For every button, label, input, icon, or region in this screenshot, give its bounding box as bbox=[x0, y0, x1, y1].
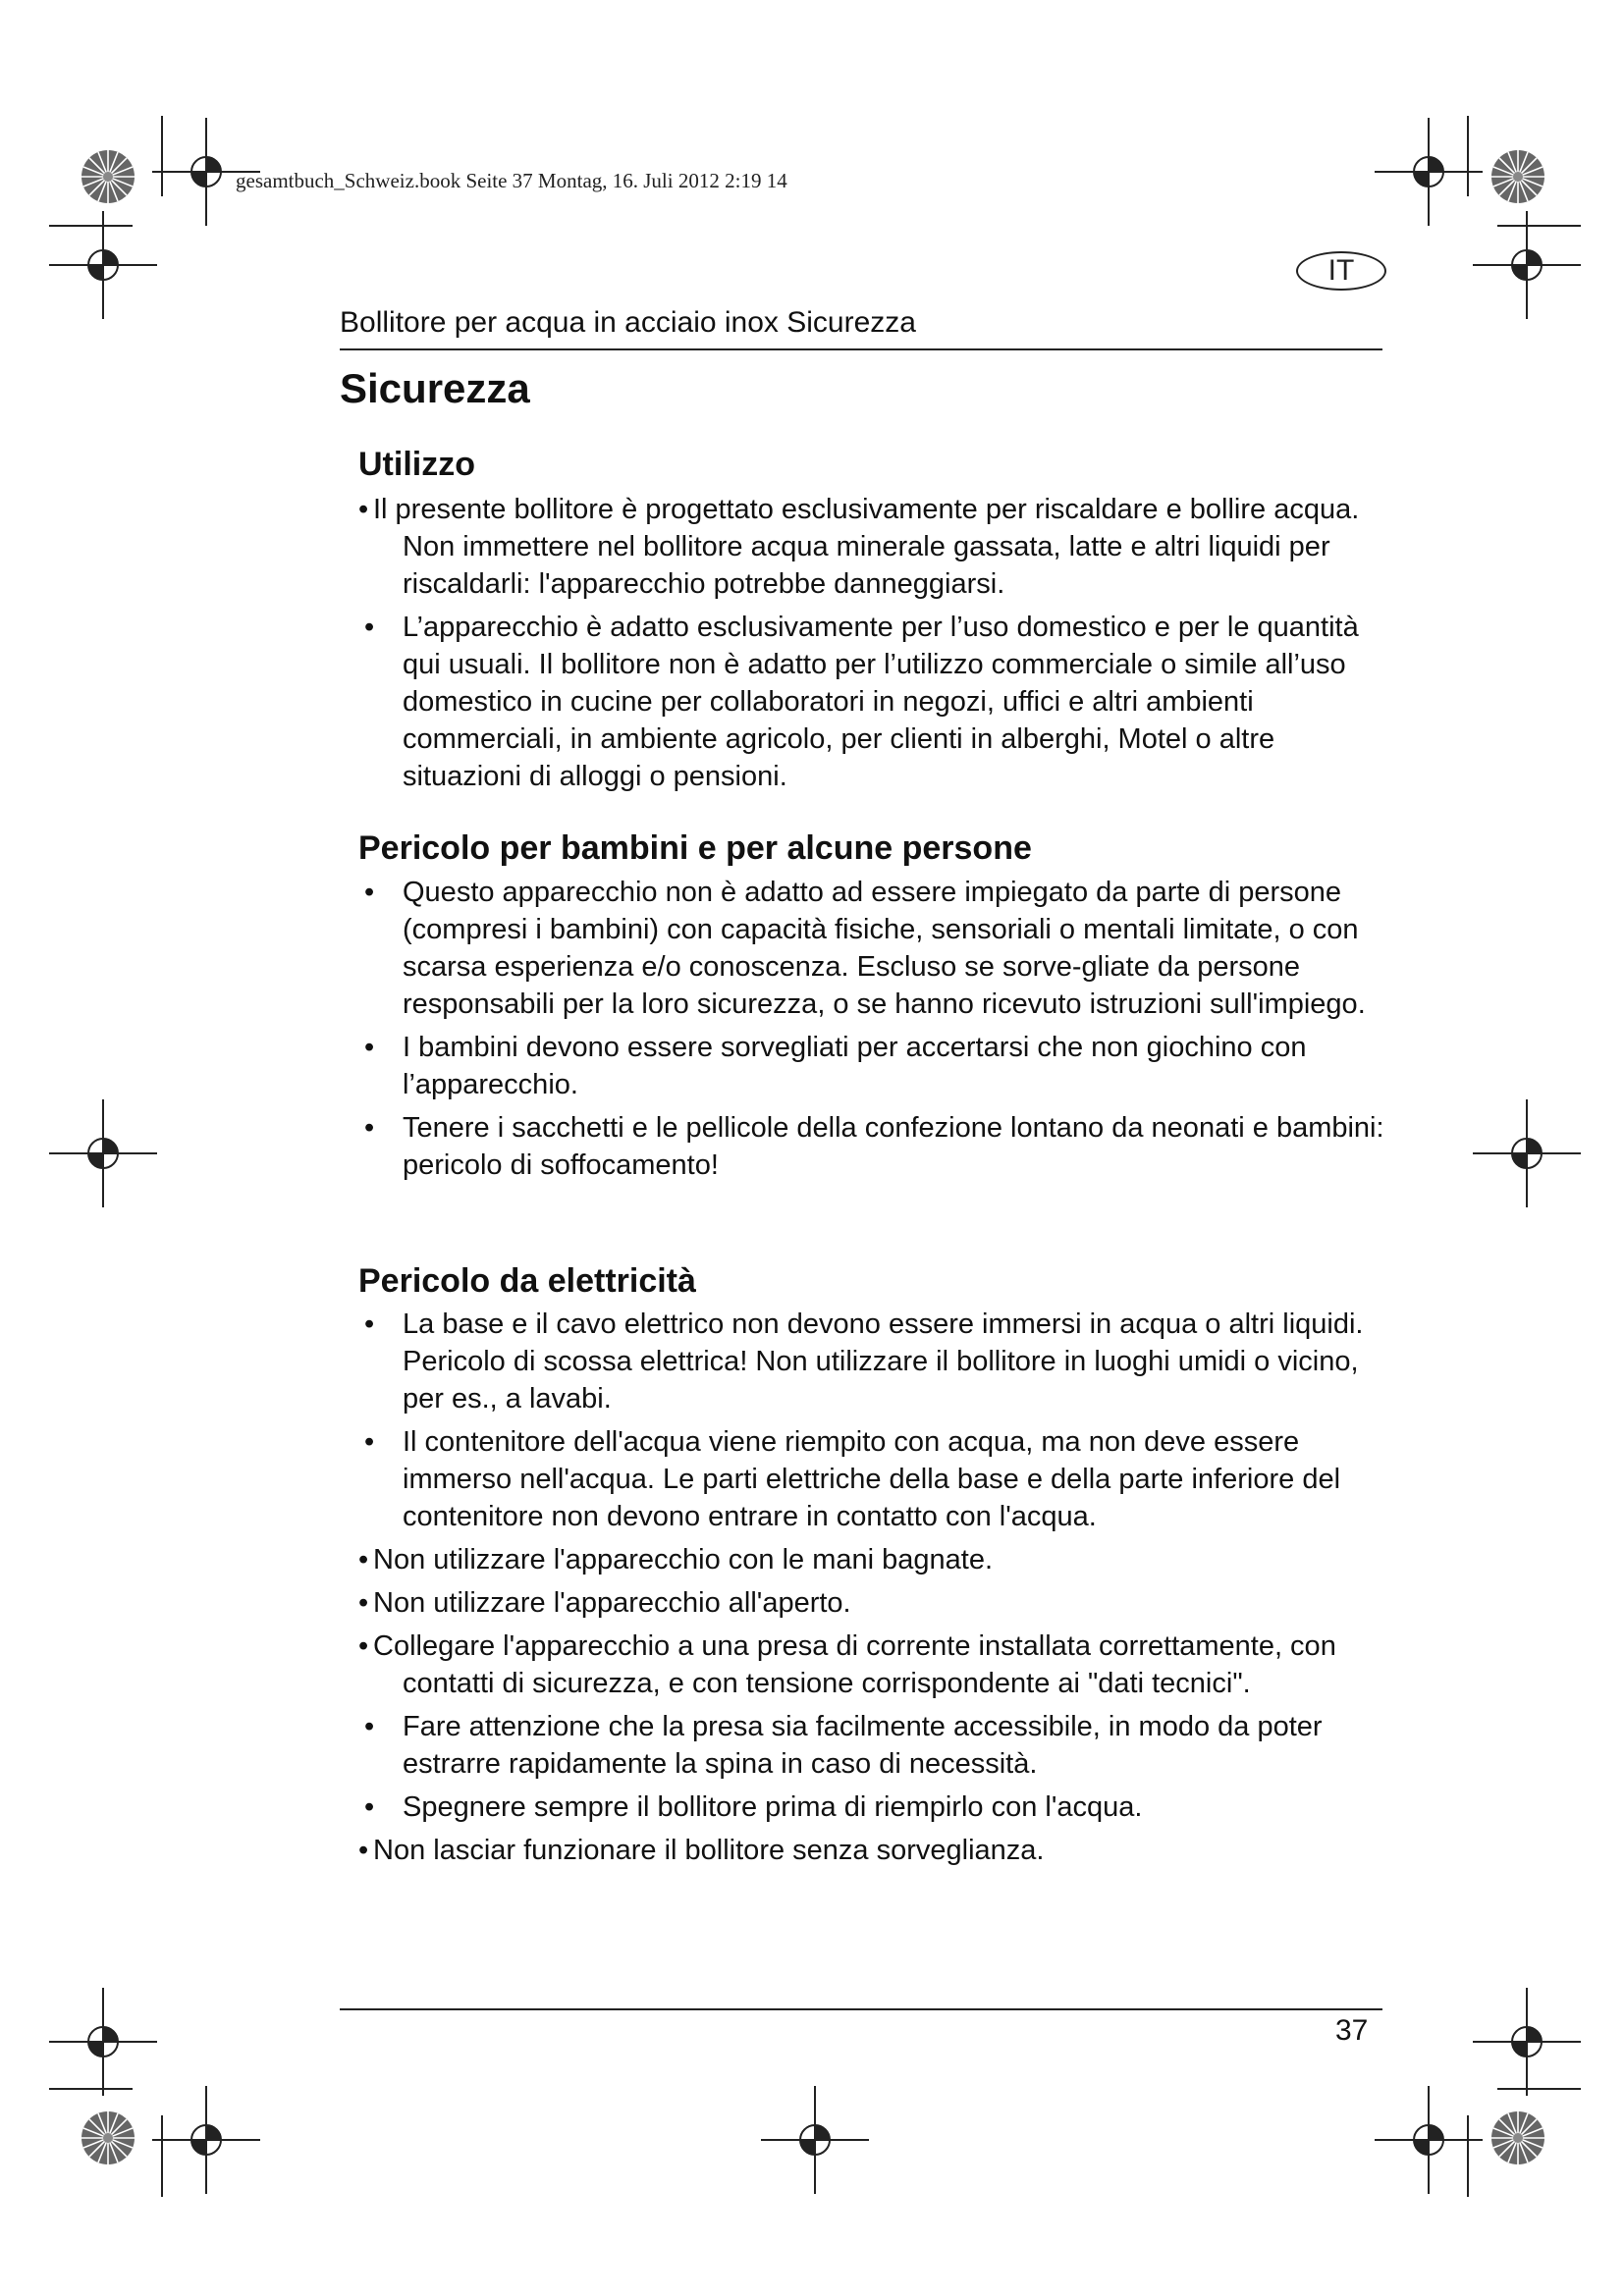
bullet-icon: • bbox=[364, 612, 375, 643]
section-list-bambini bbox=[358, 874, 1399, 1190]
footer-divider bbox=[340, 2008, 1382, 2010]
bullet-icon: • bbox=[364, 1308, 375, 1340]
crosshair-icon bbox=[1375, 118, 1483, 226]
star-target-icon bbox=[81, 150, 135, 203]
language-badge: IT bbox=[1296, 251, 1386, 291]
section-title-utilizzo: Utilizzo bbox=[358, 446, 475, 483]
list-item: • Questo apparecchio non è adatto ad essere impiegato da parte di persone (compresi i bambini) con capacità fisiche, sensoriali o mentali limitate, o con scarsa esperienza e/o conoscenza. Escluso se sorve-gliate da persone responsabili per la loro sicurezza, o se hanno ricevuto istruzioni sull'impiego. bbox=[358, 874, 1399, 1023]
list-item: • Il contenitore dell'acqua viene riempito con acqua, ma non deve essere immerso nell'acqua. Le parti elettriche della base e della parte inferiore del contenitore non devono entrare in contatto con l'acqua. bbox=[358, 1423, 1399, 1535]
bullet-icon: • bbox=[358, 494, 369, 525]
section-list-utilizzo bbox=[358, 491, 1399, 801]
list-item: • Non utilizzare l'apparecchio all'aperto. bbox=[358, 1584, 1399, 1622]
bullet-icon: • bbox=[358, 1835, 369, 1866]
bullet-icon: • bbox=[364, 877, 375, 908]
bullet-icon: • bbox=[364, 1711, 375, 1742]
section-title-elettricita: Pericolo da elettricità bbox=[358, 1262, 696, 1300]
page-title: Sicurezza bbox=[340, 365, 530, 411]
list-item: • Spegnere sempre il bollitore prima di riempirlo con l'acqua. bbox=[358, 1789, 1399, 1826]
crosshair-icon bbox=[1473, 1099, 1581, 1207]
bullet-icon: • bbox=[364, 1791, 375, 1823]
bullet-icon: • bbox=[364, 1032, 375, 1063]
bullet-icon: • bbox=[358, 1630, 369, 1662]
header-divider bbox=[340, 348, 1382, 350]
crosshair-icon bbox=[1473, 1988, 1581, 2096]
list-item: • Tenere i sacchetti e le pellicole della confezione lontano da neonati e bambini: pericolo di soffocamento! bbox=[358, 1109, 1399, 1184]
star-target-icon bbox=[1491, 2111, 1544, 2164]
list-item: • Fare attenzione che la presa sia facilmente accessibile, in modo da poter estrarre rapidamente la spina in caso di necessità. bbox=[358, 1708, 1399, 1783]
list-item: • Collegare l'apparecchio a una presa di corrente installata correttamente, con contatti di sicurezza, e con tensione corrispondente ai "dati tecnici". bbox=[358, 1628, 1399, 1702]
list-item: • Non lasciar funzionare il bollitore senza sorveglianza. bbox=[358, 1832, 1399, 1869]
crosshair-icon bbox=[152, 2086, 260, 2194]
bullet-icon: • bbox=[358, 1587, 369, 1619]
crosshair-icon bbox=[761, 2086, 869, 2194]
crosshair-icon bbox=[49, 1099, 157, 1207]
bullet-icon: • bbox=[364, 1112, 375, 1144]
list-item: • La base e il cavo elettrico non devono essere immersi in acqua o altri liquidi. Pericolo di scossa elettrica! Non utilizzare il bollitore in luoghi umidi o vicino, per es., a lavabi. bbox=[358, 1306, 1399, 1417]
print-info-line: gesamtbuch_Schweiz.book Seite 37 Montag, 16. Juli 2012 2:19 14 bbox=[236, 169, 787, 192]
section-title-bambini: Pericolo per bambini e per alcune persone bbox=[358, 829, 1032, 867]
bullet-icon: • bbox=[358, 1544, 369, 1575]
running-header: Bollitore per acqua in acciaio inox Sicurezza bbox=[340, 306, 916, 339]
list-item: • L’apparecchio è adatto esclusivamente per l’uso domestico e per le quantità qui usuali. Il bollitore non è adatto per l’utilizzo commerciale o simile all’uso domestico in cucine per collaboratori in negozi, uffici e altri ambienti commerciali, in ambiente agricolo, per clienti in alberghi, Motel o altre situazioni di alloggi o pensioni. bbox=[358, 609, 1399, 795]
list-item: • I bambini devono essere sorvegliati per accertarsi che non giochino con l’apparecchio. bbox=[358, 1029, 1399, 1103]
crosshair-icon bbox=[49, 1988, 157, 2096]
section-list-elettricita bbox=[358, 1306, 1399, 1875]
bullet-icon: • bbox=[364, 1426, 375, 1458]
star-target-icon bbox=[81, 2111, 135, 2164]
crosshair-icon bbox=[1375, 2086, 1483, 2194]
star-target-icon bbox=[1491, 150, 1544, 203]
crosshair-icon bbox=[49, 211, 157, 319]
page-number: 37 bbox=[1335, 2014, 1369, 2047]
crosshair-icon bbox=[1473, 211, 1581, 319]
list-item: • Non utilizzare l'apparecchio con le mani bagnate. bbox=[358, 1541, 1399, 1578]
list-item: • Il presente bollitore è progettato esclusivamente per riscaldare e bollire acqua. Non immettere nel bollitore acqua minerale gassata, latte e altri liquidi per riscaldarli: l'apparecchio potrebbe danneggiarsi. bbox=[358, 491, 1399, 603]
